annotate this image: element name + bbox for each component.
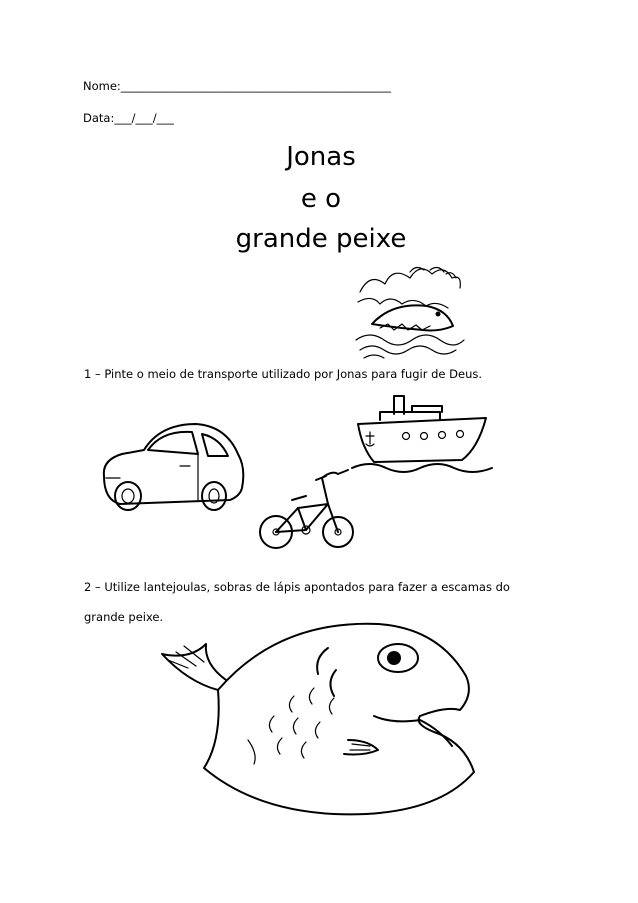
boat-icon (350, 388, 495, 478)
question-2-text-line-1: 2 – Utilize lantejoulas, sobras de lápis apontados para fazer a escamas do (84, 580, 510, 594)
bicycle-icon (256, 460, 356, 555)
name-field-line: Nome:_______________________________________________ (83, 79, 392, 93)
title-line-2: e o (300, 184, 342, 214)
question-1-text: 1 – Pinte o meio de transporte utilizado por Jonas para fugir de Deus. (84, 367, 483, 381)
question-2-text-line-2: grande peixe. (84, 610, 164, 624)
title-line-3: grande peixe (235, 224, 407, 254)
date-field-line: Data:___/___/___ (83, 111, 174, 125)
title-line-1: Jonas (286, 142, 356, 172)
fish-icon (158, 620, 478, 820)
car-icon (98, 418, 248, 518)
whale-icon (350, 262, 470, 362)
